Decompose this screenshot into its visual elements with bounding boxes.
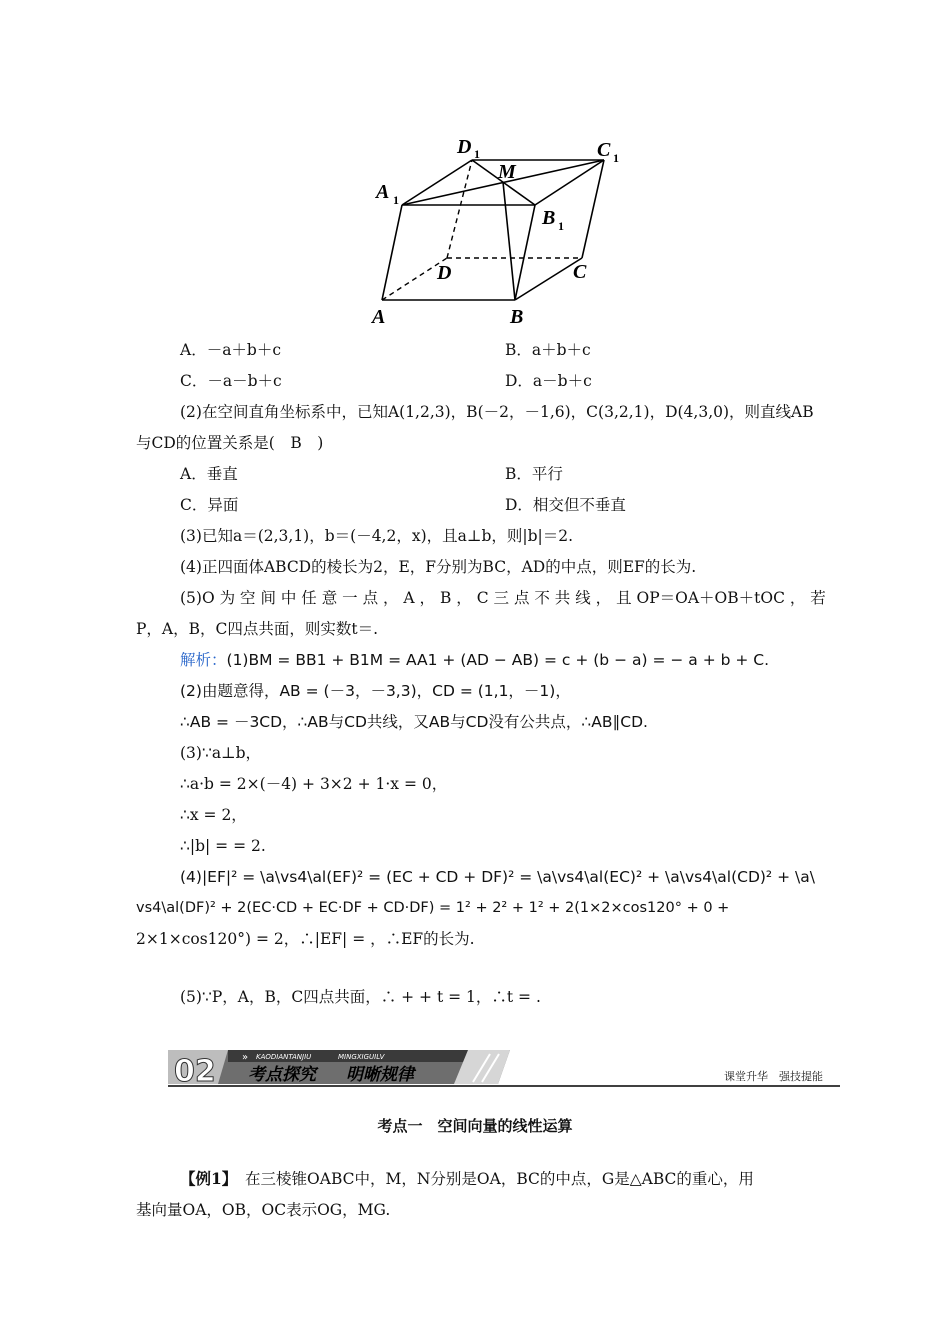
q2-option-b: B．平行 xyxy=(505,465,563,483)
solution-step-11: (5)∵P，A，B，C四点共面，∴ + + t = 1，∴t = . xyxy=(180,988,541,1006)
segment-B-M xyxy=(503,182,515,300)
q2-text-line2: 与CD的位置关系是( B ) xyxy=(136,434,324,452)
example-line1 xyxy=(180,1169,754,1189)
label-D1: D xyxy=(457,136,472,158)
solution-step-1: (1)BM = BB1 + B1M = AA1 + (AD − AB) = c + (b − a) = − a + b + C. xyxy=(226,651,770,669)
banner-pinyin-2: MINGXIGUILV xyxy=(338,1053,385,1061)
label-B: B xyxy=(510,306,524,328)
edge-A1-A xyxy=(382,205,402,300)
solution-step-5: ∴a·b = 2×(－4) + 3×2 + 1·x = 0， xyxy=(180,775,448,793)
q2-text-line1: (2)在空间直角坐标系中，已知A(1,2,3)，B(－2，－1,6)，C(3,2,1)，D(4,3,0)，则直线AB xyxy=(180,403,814,421)
label-C1: C xyxy=(597,139,611,161)
q2-option-d: D．相交但不垂直 xyxy=(505,496,626,514)
banner-chevron-icon: » xyxy=(242,1052,249,1063)
q1-option-a: A．－a＋b＋c xyxy=(180,341,282,359)
example-line2: 基向量OA，OB，OC表示OG，MG. xyxy=(136,1201,391,1219)
banner-right-text: 课堂升华 强技提能 xyxy=(724,1070,823,1083)
edge-B1-C1 xyxy=(535,160,604,205)
edge-B-C xyxy=(515,258,582,300)
q3-text: (3)已知a＝(2,3,1)，b＝(－4,2，x)，且a⊥b，则|b|＝2. xyxy=(180,527,574,545)
banner-pinyin-1: KAODIANTANJIU xyxy=(256,1053,312,1061)
label-C: C xyxy=(573,261,587,283)
label-B1-sub: 1 xyxy=(558,219,564,233)
q1-option-d: D．a－b＋c xyxy=(505,372,592,390)
q5-text-line2: P，A，B，C四点共面，则实数t＝. xyxy=(136,620,379,638)
example-label: 【例1】 xyxy=(180,1169,230,1188)
label-D: D xyxy=(437,262,452,284)
label-A: A xyxy=(372,306,386,328)
label-D1-sub: 1 xyxy=(474,147,480,161)
banner-number: 02 xyxy=(174,1054,216,1088)
banner-graphic xyxy=(168,1048,840,1088)
solution-step-8: (4)|EF|² = \a\vs4\al(EF)² = (EC + CD + DF)² = \a\vs4\al(EC)² + \a\vs4\al(CD)² + \a\ xyxy=(180,868,815,886)
solution-label: 解析： xyxy=(180,651,227,669)
edge-D1-A1 xyxy=(402,160,472,205)
label-M: M xyxy=(498,161,516,183)
edge-C1-C xyxy=(582,160,604,258)
solution-step-6: ∴x = 2， xyxy=(180,806,247,824)
solution-step-9: vs4\al(DF)² + 2(EC·CD + EC·DF + CD·DF) = 1² + 2² + 1² + 2(1×2×cos120° + 0 + xyxy=(136,900,730,916)
solution-line-1 xyxy=(180,650,769,670)
q4-text: (4)正四面体ABCD的棱长为2，E，F分别为BC，AD的中点，则EF的长为. xyxy=(180,558,697,576)
q2-option-c: C．异面 xyxy=(180,496,239,514)
edge-B1-B xyxy=(515,205,535,300)
solution-step-10: 2×1×cos120°) = 2，∴|EF| = ，∴EF的长为. xyxy=(136,930,475,948)
q1-option-b: B．a＋b＋c xyxy=(505,341,591,359)
q5-text-line1: (5)O 为 空 间 中 任 意 一 点 ， A ， B ， C 三 点 不 共 线 ， 且 OP＝OA＋OB＋tOC ， 若 xyxy=(180,589,826,607)
section-title: 考点一 空间向量的线性运算 xyxy=(377,1117,573,1135)
parallelepiped-figure xyxy=(360,125,640,330)
label-A1-sub: 1 xyxy=(393,193,399,207)
solution-step-7: ∴|b| = = 2. xyxy=(180,837,266,855)
q2-option-a: A．垂直 xyxy=(180,465,238,483)
solution-step-4: (3)∵a⊥b， xyxy=(180,744,262,762)
section-banner xyxy=(168,1048,840,1088)
solution-step-2: (2)由题意得，AB = (－3，－3,3)，CD = (1,1，－1)， xyxy=(180,682,571,700)
banner-title-1: 考点探究 xyxy=(248,1065,316,1085)
hidden-edge-D-D1 xyxy=(447,160,472,258)
q1-option-c: C．－a－b＋c xyxy=(180,372,282,390)
banner-title-2: 明晰规律 xyxy=(346,1065,414,1085)
label-C1-sub: 1 xyxy=(613,151,619,165)
label-A1: A xyxy=(376,181,390,203)
label-B1: B xyxy=(542,207,556,229)
example-text-1: 在三棱锥OABC中，M，N分别是OA，BC的中点，G是△ABC的重心，用 xyxy=(229,1170,754,1188)
solution-step-3: ∴AB = －3CD，∴AB与CD共线，又AB与CD没有公共点，∴AB∥CD. xyxy=(180,713,648,731)
